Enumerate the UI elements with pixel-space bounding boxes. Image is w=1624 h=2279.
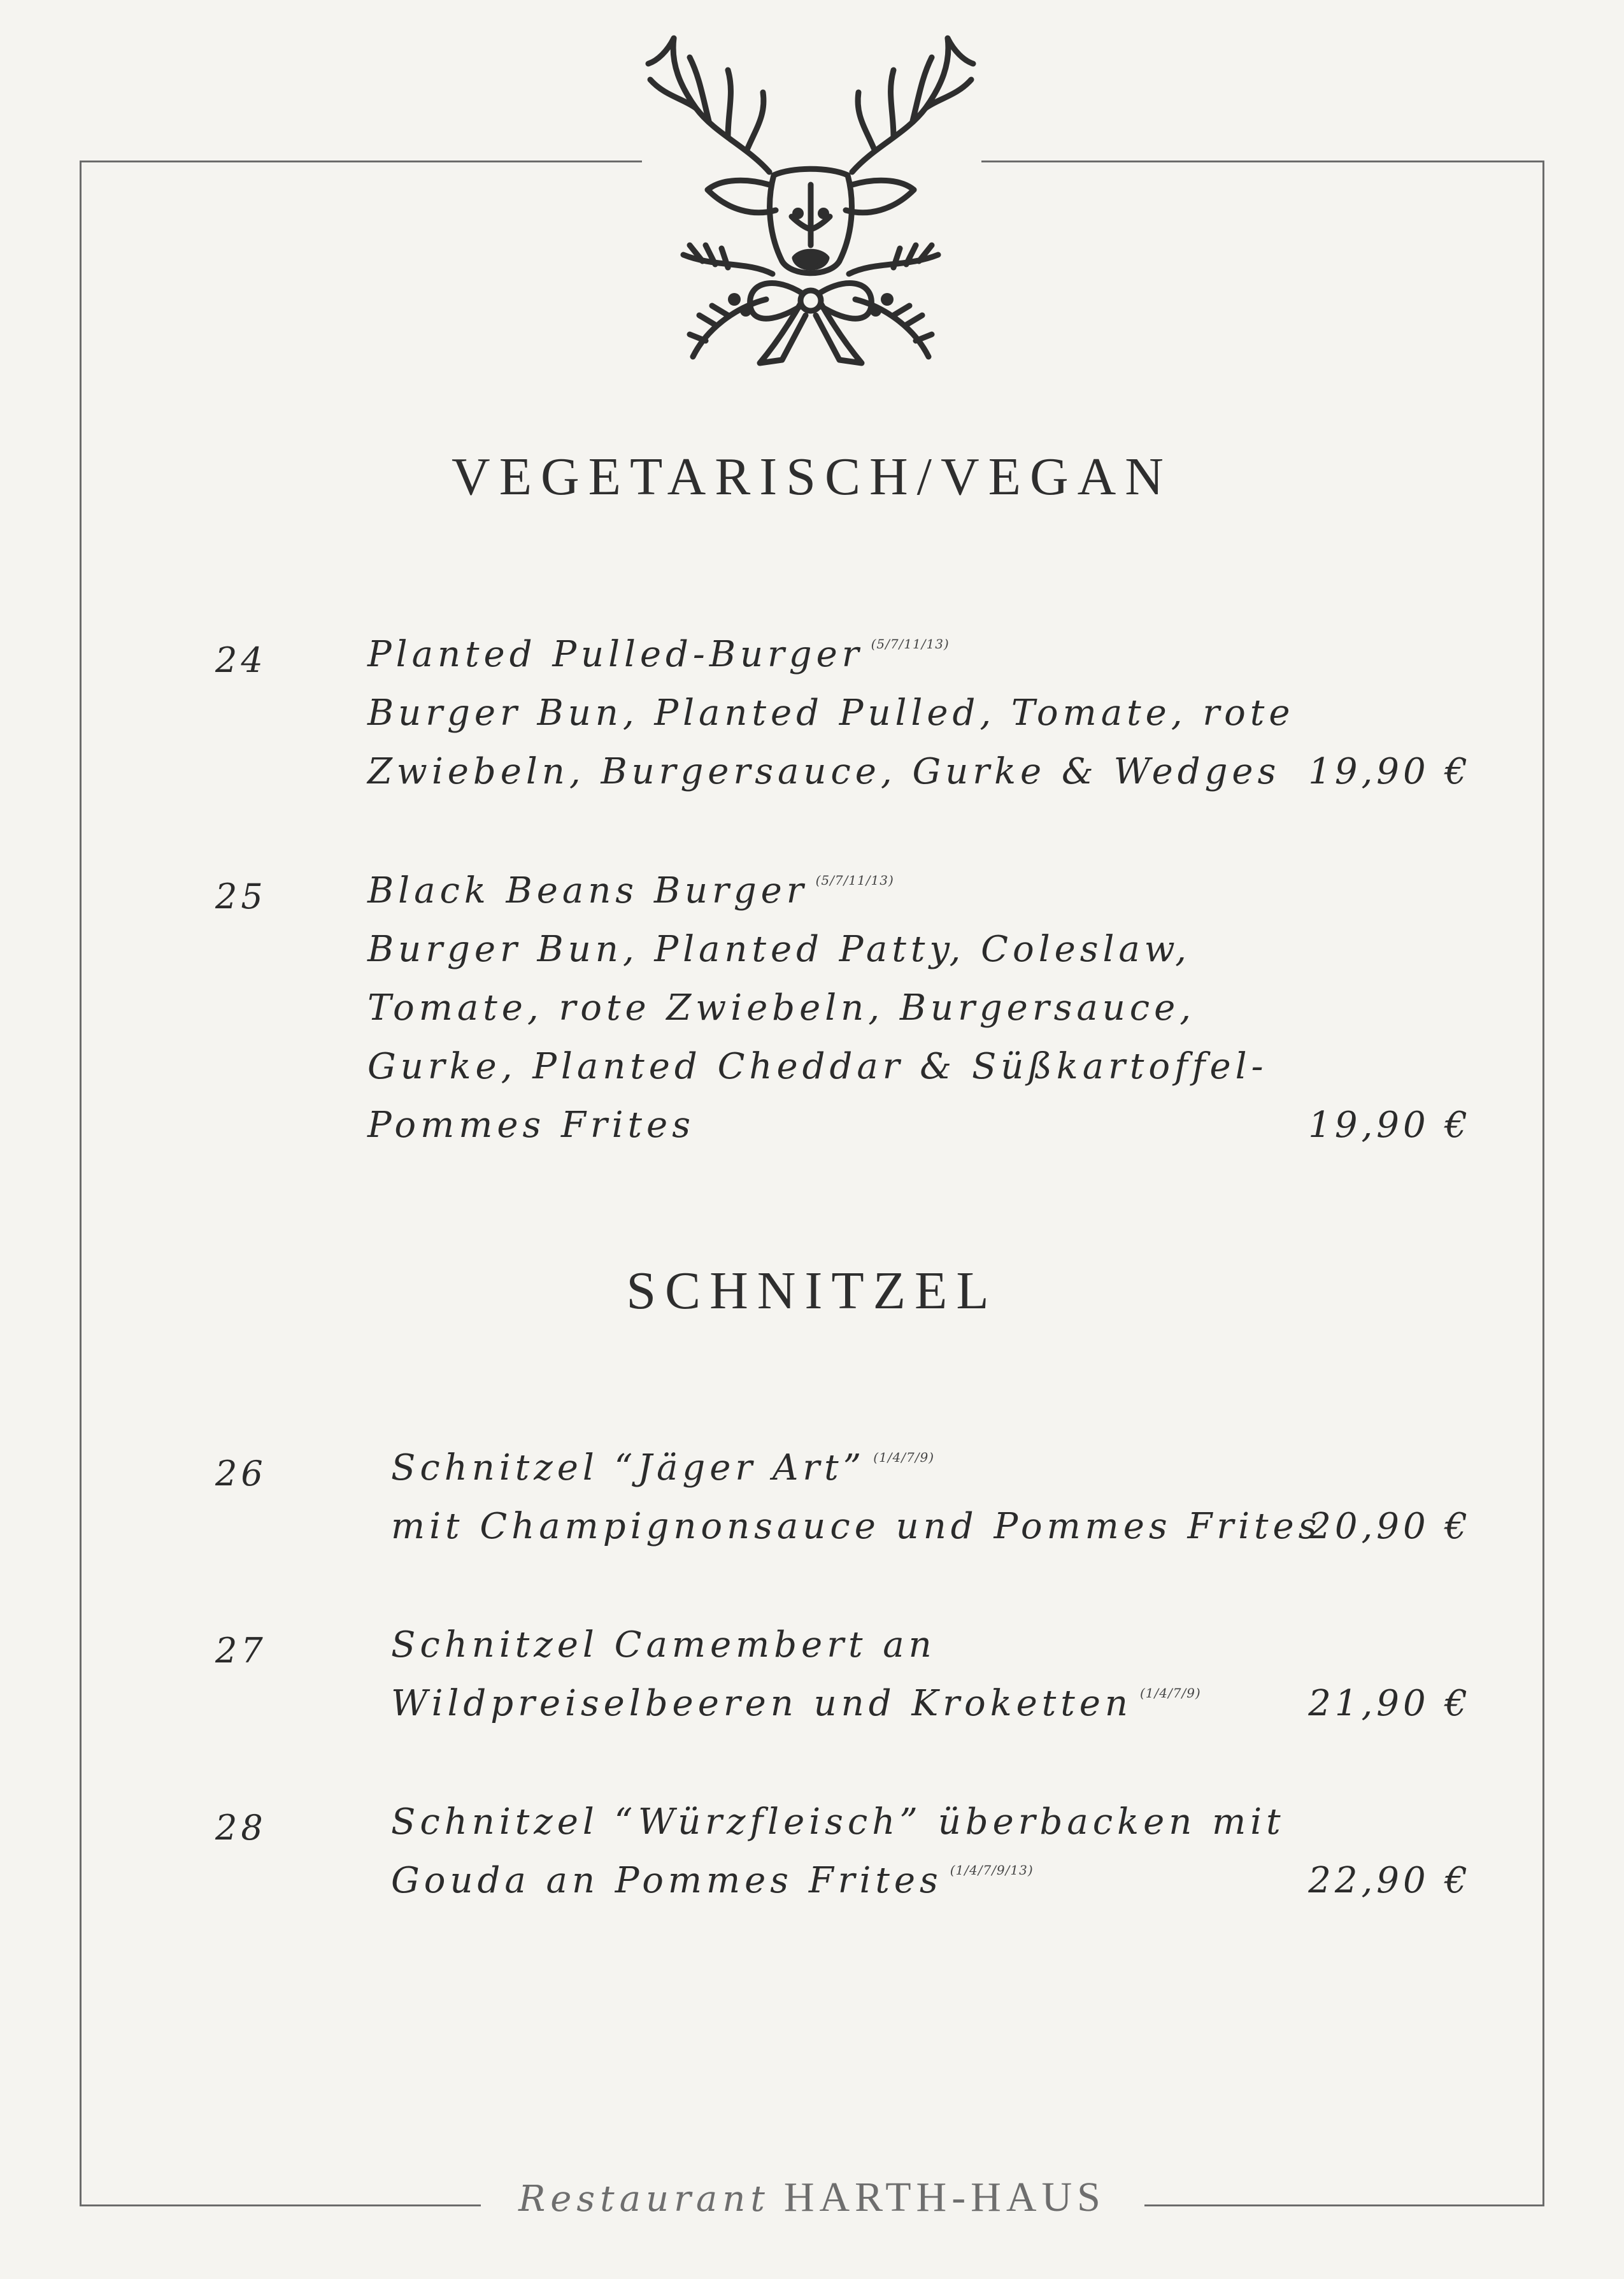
item-number: 24: [215, 640, 267, 680]
item-description-line: Pommes Frites: [367, 1104, 695, 1146]
item-number: 25: [215, 876, 267, 917]
item-name: [391, 1447, 934, 1489]
item-name: Schnitzel “Würzfleisch” überbacken mit: [391, 1801, 1285, 1843]
item-name-text: Black Beans Burger: [367, 870, 808, 911]
allergen-codes: (1/4/7/9): [1140, 1685, 1201, 1701]
item-price: 20,90 €: [1308, 1506, 1471, 1547]
item-description-text: Gouda an Pommes Frites: [391, 1860, 943, 1901]
item-description-line: [391, 1860, 1034, 1901]
item-description-line: Burger Bun, Planted Pulled, Tomate, rote: [367, 692, 1295, 734]
allergen-codes: (5/7/11/13): [815, 873, 894, 888]
item-price: 22,90 €: [1308, 1860, 1471, 1901]
item-name: [367, 870, 894, 911]
item-description-line: Burger Bun, Planted Patty, Coleslaw,: [367, 929, 1191, 970]
item-description-line: [391, 1683, 1201, 1724]
item-number: 27: [215, 1631, 267, 1671]
item-description-line: mit Champignonsauce und Pommes Frites: [391, 1506, 1321, 1547]
allergen-codes: (5/7/11/13): [871, 636, 950, 652]
footer-name: HARTH-HAUS: [783, 2174, 1106, 2220]
frame-line-top-right: [981, 161, 1544, 162]
section-title-vegetarian: VEGETARISCH/VEGAN: [452, 447, 1172, 506]
item-price: 21,90 €: [1308, 1683, 1471, 1724]
item-description-text: Wildpreiselbeeren und Kroketten: [391, 1683, 1132, 1724]
item-name: Schnitzel Camembert an: [391, 1624, 936, 1666]
deer-head-with-bow-icon: [639, 25, 983, 369]
frame-line-top-left: [80, 161, 642, 162]
item-description-line: Zwiebeln, Burgersauce, Gurke & Wedges: [367, 751, 1281, 792]
allergen-codes: (1/4/7/9): [873, 1450, 934, 1465]
item-description-line: Gurke, Planted Cheddar & Süßkartoffel-: [367, 1046, 1268, 1087]
item-price: 19,90 €: [1308, 751, 1471, 792]
item-name-text: Planted Pulled-Burger: [367, 634, 864, 675]
item-name: [367, 634, 950, 675]
allergen-codes: (1/4/7/9/13): [950, 1862, 1034, 1878]
item-description-line: Tomate, rote Zwiebeln, Burgersauce,: [367, 987, 1196, 1029]
section-title-schnitzel: SCHNITZEL: [626, 1261, 998, 1320]
footer-restaurant-name: [0, 2173, 1624, 2222]
item-name-text: Schnitzel “Jäger Art”: [391, 1447, 866, 1489]
footer-prefix: Restaurant: [518, 2178, 770, 2220]
item-price: 19,90 €: [1308, 1104, 1471, 1146]
item-number: 26: [215, 1454, 267, 1494]
item-number: 28: [215, 1808, 267, 1848]
